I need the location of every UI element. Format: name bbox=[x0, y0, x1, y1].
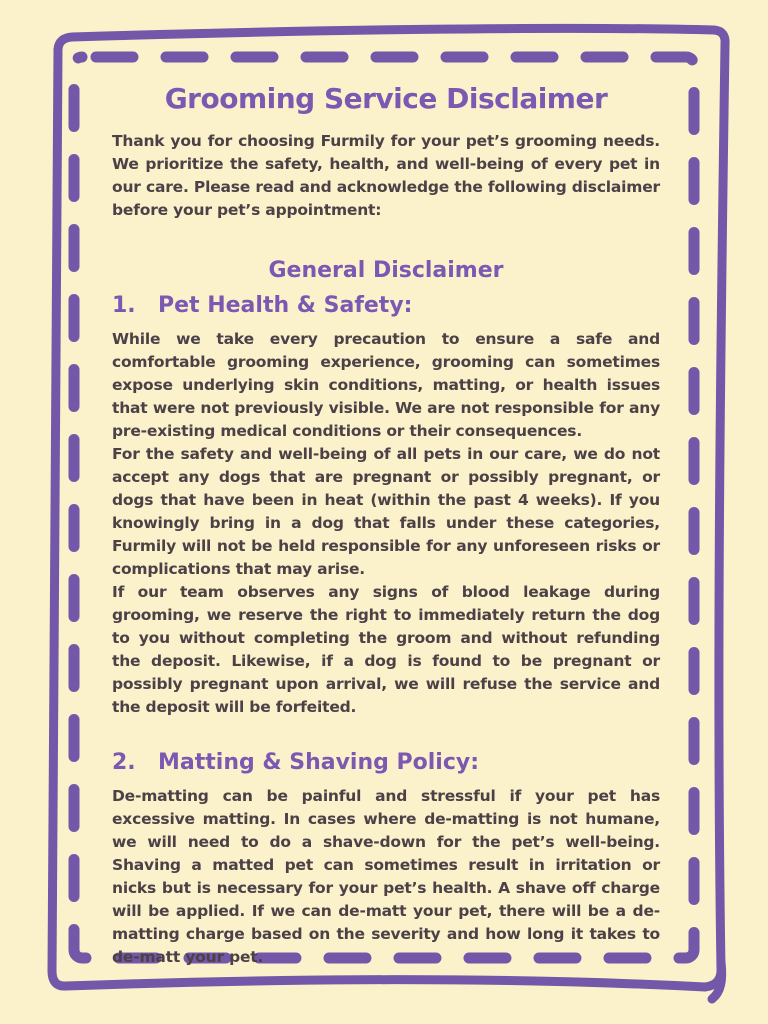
border-corner-tail bbox=[712, 962, 722, 999]
page-title: Grooming Service Disclaimer bbox=[164, 82, 608, 115]
document-content bbox=[112, 82, 660, 969]
section2-paragraph-1: De-matting can be painful and stressful if your pet has excessive matting. In cases where de-matting is not humane, we will need to do a shave-down for the pet’s well-being. Shaving a matted pet can sometimes result in irritation or nicks but is necessary for your pet’s health. A shave off charge will be applied. If we can de-matt your pet, there will be a de-matting charge based on the severity and how long it takes to de-matt your pet. bbox=[112, 787, 660, 966]
general-disclaimer-heading: General Disclaimer bbox=[268, 258, 504, 283]
heading-pet-health-safety bbox=[112, 292, 660, 320]
section-number: 2. bbox=[112, 750, 136, 775]
section1-paragraph-1: While we take every precaution to ensure a safe and comfortable grooming experience, grooming can sometimes expose underlying skin conditions, matting, or health issues that were not previously visible. We are not responsible for any pre-existing medical conditions or their consequences. bbox=[112, 330, 660, 440]
section-heading-label: Pet Health & Safety: bbox=[158, 293, 413, 318]
section1-paragraph-2: For the safety and well-being of all pets in our care, we do not accept any dogs that are pregnant or possibly pregnant, or dogs that have been in heat (within the past 4 weeks). If you knowingly bring in a dog that falls under these categories, Furmily will not be held responsible for any unforeseen risks or complications that may arise. bbox=[112, 445, 660, 578]
section-number: 1. bbox=[112, 293, 136, 318]
heading-matting-shaving-policy bbox=[112, 749, 660, 777]
section1-paragraph-3: If our team observes any signs of blood leakage during grooming, we reserve the right to immediately return the dog to you without completing the groom and without refunding the deposit. Likewise, if a dog is found to be pregnant or possibly pregnant upon arrival, we will refuse the service and the deposit will be forfeited. bbox=[112, 583, 660, 716]
section-heading-label: Matting & Shaving Policy: bbox=[158, 750, 480, 775]
intro-paragraph: Thank you for choosing Furmily for your pet’s grooming needs. We prioritize the safety, health, and well-being of every pet in our care. Please read and acknowledge the following disclaimer before your pet’s appointment: bbox=[112, 132, 660, 219]
